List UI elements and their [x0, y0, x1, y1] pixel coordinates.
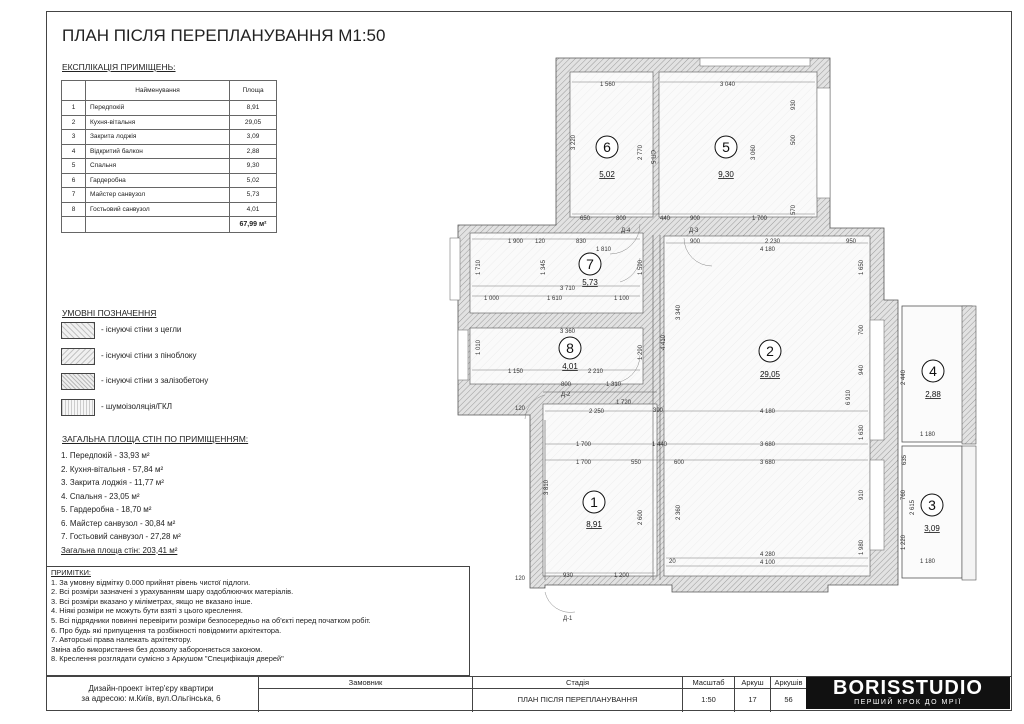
- customer-cell: Замовник: [258, 677, 472, 712]
- note-item: 1. За умовну відмітку 0.000 прийнят рівень чистої підлоги.: [51, 577, 251, 587]
- balcony-wall: [962, 306, 976, 444]
- svg-text:600: 600: [674, 460, 685, 466]
- table-row: 1 Передпокій 8,91: [62, 101, 277, 116]
- table-row: 7 Майстер санвузол 5,73: [62, 188, 277, 203]
- svg-text:1 700: 1 700: [576, 442, 592, 448]
- svg-text:3 710: 3 710: [560, 286, 576, 292]
- svg-text:800: 800: [561, 382, 572, 388]
- studio-logo: BORISSTUDIO ПЕРШИЙ КРОК ДО МРІЇ: [806, 677, 1010, 709]
- note-item: 4. Ніякі розміри не можуть бути взяті з цього креслення.: [51, 606, 243, 616]
- svg-text:2 615: 2 615: [910, 499, 916, 515]
- svg-text:8: 8: [566, 340, 574, 356]
- svg-text:5,73: 5,73: [582, 278, 598, 287]
- svg-text:1 810: 1 810: [596, 247, 612, 253]
- svg-text:2: 2: [766, 343, 774, 359]
- window: [817, 88, 830, 198]
- svg-text:1 345: 1 345: [541, 259, 547, 275]
- svg-text:3: 3: [928, 497, 936, 513]
- note-item: 5. Всі підрядники повинні перевірити розміри безпосередньо на об'єкті перед початком робіт.: [51, 615, 371, 625]
- svg-text:910: 910: [859, 489, 865, 500]
- svg-text:4: 4: [929, 363, 937, 379]
- svg-text:120: 120: [515, 406, 526, 412]
- door-label: Д-3: [689, 228, 699, 234]
- svg-text:9,30: 9,30: [718, 170, 734, 179]
- page-title: ПЛАН ПІСЛЯ ПЕРЕПЛАНУВАННЯ М1:50: [62, 26, 386, 45]
- svg-text:1 900: 1 900: [508, 239, 524, 245]
- table-row: 2 Кухня-вітальня 29,05: [62, 115, 277, 130]
- room-2: [664, 236, 870, 576]
- svg-text:2 770: 2 770: [638, 144, 644, 160]
- svg-text:4 410: 4 410: [661, 334, 667, 350]
- list-item: 3. Закрита лоджія - 11,77 м²: [61, 478, 164, 487]
- room-label-4: [922, 360, 944, 399]
- svg-text:20: 20: [669, 559, 676, 565]
- sheets-cell: Аркушів 56: [770, 677, 806, 712]
- svg-text:1 650: 1 650: [859, 259, 865, 275]
- room-1: [543, 404, 657, 576]
- svg-text:1 290: 1 290: [638, 344, 644, 360]
- svg-text:1 610: 1 610: [547, 296, 563, 302]
- svg-text:1 220: 1 220: [901, 534, 907, 550]
- svg-text:3 810: 3 810: [544, 479, 550, 495]
- svg-text:1 150: 1 150: [508, 369, 524, 375]
- scale-cell: Масштаб 1:50: [682, 677, 734, 712]
- svg-text:1 200: 1 200: [614, 573, 630, 579]
- svg-text:500: 500: [791, 134, 797, 145]
- svg-text:120: 120: [535, 239, 546, 245]
- walls-heading: ЗАГАЛЬНА ПЛОЩА СТІН ПО ПРИМІЩЕННЯМ:: [62, 434, 249, 444]
- svg-text:5,02: 5,02: [599, 170, 615, 179]
- svg-text:4 180: 4 180: [760, 247, 776, 253]
- svg-text:1 710: 1 710: [476, 259, 482, 275]
- list-item: 4. Спальня - 23,05 м²: [61, 491, 140, 501]
- window: [700, 58, 810, 66]
- svg-text:3 680: 3 680: [760, 442, 776, 448]
- svg-text:2 440: 2 440: [901, 369, 907, 385]
- list-item: 7. Гостьовий санвузол - 27,28 м²: [61, 532, 181, 541]
- list-item: 1. Передпокій - 33,93 м²: [61, 451, 150, 460]
- window: [458, 330, 468, 380]
- svg-text:635: 635: [902, 454, 908, 465]
- svg-text:1 700: 1 700: [576, 460, 592, 466]
- svg-text:4 180: 4 180: [760, 409, 776, 415]
- table-row: 3 Закрита лоджія 3,09: [62, 130, 277, 145]
- svg-text:3 040: 3 040: [720, 82, 736, 88]
- explication-heading: ЕКСПЛІКАЦІЯ ПРИМІЩЕНЬ:: [62, 62, 176, 72]
- list-item: 5. Гардеробна - 18,70 м²: [61, 505, 152, 514]
- svg-text:900: 900: [690, 216, 701, 222]
- svg-text:3 360: 3 360: [560, 329, 576, 335]
- svg-text:1 180: 1 180: [920, 432, 936, 438]
- svg-text:1 310: 1 310: [606, 382, 622, 388]
- svg-text:1 700: 1 700: [752, 216, 768, 222]
- svg-text:1 180: 1 180: [920, 559, 936, 565]
- svg-text:2 230: 2 230: [765, 239, 781, 245]
- door-label: Д-2: [561, 392, 571, 398]
- svg-text:1 000: 1 000: [484, 296, 500, 302]
- svg-text:940: 940: [859, 364, 865, 375]
- door-label: Д-1: [563, 616, 573, 622]
- sp-mark: СП-5: [649, 150, 655, 164]
- svg-text:2 210: 2 210: [588, 369, 604, 375]
- note-item: 6. Про будь які припущення та розбіжності повідомити архітектора.: [51, 625, 282, 635]
- svg-text:2 360: 2 360: [676, 504, 682, 520]
- room-label-2: [759, 340, 781, 379]
- svg-text:700: 700: [859, 324, 865, 335]
- svg-text:930: 930: [563, 573, 574, 579]
- svg-text:3 680: 3 680: [760, 460, 776, 466]
- svg-text:3 220: 3 220: [571, 134, 577, 150]
- svg-text:120: 120: [515, 576, 526, 582]
- svg-text:29,05: 29,05: [759, 370, 781, 379]
- svg-text:1 100: 1 100: [614, 296, 630, 302]
- svg-text:1 630: 1 630: [859, 424, 865, 440]
- note-item: Зміна або використання без дозволу забороняється законом.: [51, 644, 263, 654]
- note-item: 8. Креслення розглядати сумісно з Аркушом "Специфікація дверей": [51, 654, 284, 664]
- list-item: 6. Майстер санвузол - 30,84 м²: [61, 518, 176, 528]
- svg-text:570: 570: [791, 204, 797, 215]
- loggia-wall: [962, 446, 976, 580]
- list-item: 2. Кухня-вітальня - 57,84 м²: [61, 464, 164, 474]
- svg-text:7: 7: [586, 256, 594, 272]
- svg-text:1 440: 1 440: [652, 442, 668, 448]
- note-item: 2. Всі розміри зазначені з урахуванням шару оздоблюючих матеріалів.: [51, 587, 294, 597]
- walls-total: Загальна площа стін: 203,41 м²: [61, 545, 178, 555]
- svg-text:2 600: 2 600: [638, 509, 644, 525]
- svg-text:1 590: 1 590: [638, 259, 644, 275]
- sheet-cell: Аркуш 17: [734, 677, 770, 712]
- svg-text:930: 930: [791, 99, 797, 110]
- door-label: Д-4: [621, 228, 631, 234]
- legend-heading: УМОВНІ ПОЗНАЧЕННЯ: [62, 308, 157, 318]
- window: [870, 460, 884, 550]
- col-area: Площа: [230, 81, 277, 101]
- svg-text:2,88: 2,88: [925, 390, 941, 399]
- project-address: Дизайн-проект інтер'єру квартири за адресою: м.Київ, вул.Ольгінська, 6: [81, 684, 221, 703]
- svg-text:4,01: 4,01: [562, 362, 578, 371]
- svg-text:3 340: 3 340: [676, 304, 682, 320]
- room-label-8: [559, 337, 581, 371]
- svg-text:390: 390: [653, 408, 664, 414]
- svg-text:650: 650: [580, 216, 591, 222]
- svg-text:830: 830: [576, 239, 587, 245]
- svg-text:3,09: 3,09: [924, 524, 940, 533]
- svg-text:8,91: 8,91: [586, 520, 602, 529]
- svg-text:4 100: 4 100: [760, 560, 776, 566]
- svg-text:5: 5: [722, 139, 730, 155]
- window: [450, 238, 460, 300]
- svg-text:1: 1: [590, 494, 598, 510]
- col-name: Найменування: [86, 81, 230, 101]
- table-total-row: 67,99 м²: [62, 217, 277, 233]
- room-label-1: [583, 491, 605, 529]
- svg-text:2 250: 2 250: [589, 409, 605, 415]
- svg-text:3 060: 3 060: [751, 144, 757, 160]
- stage-cell: Стадія ПЛАН ПІСЛЯ ПЕРЕПЛАНУВАННЯ: [472, 677, 682, 712]
- window: [870, 320, 884, 440]
- room-label-7: [579, 253, 601, 287]
- table-row: 6 Гардеробна 5,02: [62, 173, 277, 188]
- svg-text:1 560: 1 560: [600, 82, 616, 88]
- svg-text:800: 800: [616, 216, 627, 222]
- table-row: 8 Гостьовий санвузол 4,01: [62, 202, 277, 217]
- svg-text:900: 900: [690, 239, 701, 245]
- table-row: 4 Відкритий балкон 2,88: [62, 144, 277, 159]
- room-label-3: [921, 494, 943, 533]
- svg-text:1 980: 1 980: [859, 539, 865, 555]
- room-8: [470, 328, 643, 384]
- svg-text:550: 550: [631, 460, 642, 466]
- svg-text:4 280: 4 280: [760, 552, 776, 558]
- table-row: 5 Спальня 9,30: [62, 159, 277, 174]
- svg-text:1 720: 1 720: [616, 400, 632, 406]
- svg-text:950: 950: [846, 239, 857, 245]
- note-item: 7. Авторські права належать архітектору.: [51, 635, 192, 645]
- svg-text:440: 440: [660, 216, 671, 222]
- notes-heading: ПРИМІТКИ:: [51, 568, 91, 577]
- note-item: 3. Всі розміри вказано у міліметрах, якщо не вказано інше.: [51, 596, 253, 606]
- svg-text:6 910: 6 910: [846, 389, 852, 405]
- svg-text:760: 760: [901, 489, 907, 500]
- svg-text:6: 6: [603, 139, 611, 155]
- svg-text:1 010: 1 010: [476, 339, 482, 355]
